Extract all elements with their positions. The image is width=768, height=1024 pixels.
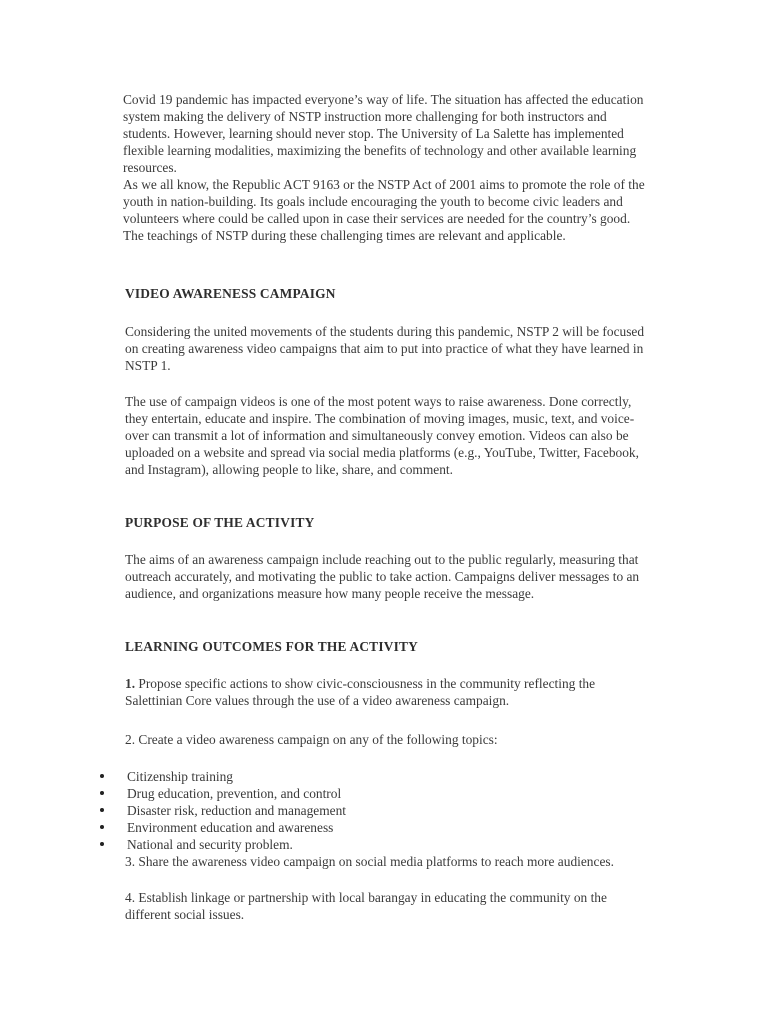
outcome-2-text: 2. Create a video awareness campaign on any of the following topics: [125, 732, 498, 747]
bullet-icon [100, 774, 104, 778]
list-item [100, 802, 660, 819]
video-campaign-text-2: The use of campaign videos is one of the most potent ways to raise awareness. Done correctly, they entertain, educate and inspire. The combination of moving images, music, text, and voice-over can transmit a lot of information and simultaneously convey emotion. Videos can also be uploaded on a website and spread via social media platforms (e.g., YouTube, Twitter, Facebook, and Instagram), allowing people to like, share, and comment. [125, 394, 639, 477]
video-campaign-text-1: Considering the united movements of the students during this pandemic, NSTP 2 will be focused on creating awareness video campaigns that aim to put into practice of what they have learned in NSTP 1. [125, 324, 645, 373]
intro-paragraph-1: Covid 19 pandemic has impacted everyone’s way of life. The situation has affected the education system making the delivery of NSTP instruction more challenging for both instructors and students. However, learning should never stop. The University of La Salette has implemented flexible learning modalities, maximizing the benefits of technology and other available learning resources. [123, 92, 644, 175]
outcome-1-body: Propose specific actions to show civic-consciousness in the community reflecting the Salettinian Core values through the use of a video awareness campaign. [125, 676, 596, 708]
list-item [100, 785, 660, 802]
purpose-text: The aims of an awareness campaign include reaching out to the public regularly, measuring that outreach accurately, and motivating the public to take action. Campaigns deliver messages to an audience, and organizations measure how many people receive the message. [125, 552, 640, 601]
outcome-1-text [125, 675, 655, 709]
purpose-paragraph [125, 551, 655, 602]
outcome-item-2 [125, 731, 655, 748]
list-item [100, 768, 660, 785]
outcome-item-4 [125, 889, 655, 923]
bullet-icon [100, 842, 104, 846]
purpose-heading: PURPOSE OF THE ACTIVITY [125, 515, 315, 530]
topic-label: Environment education and awareness [127, 820, 334, 835]
video-campaign-heading: VIDEO AWARENESS CAMPAIGN [125, 286, 336, 301]
topic-label: Citizenship training [127, 769, 233, 784]
topic-label: National and security problem. [127, 837, 293, 852]
topic-label: Drug education, prevention, and control [127, 786, 342, 801]
bullet-icon [100, 791, 104, 795]
intro-section [123, 91, 653, 244]
outcome-1-number: 1. [125, 676, 136, 691]
outcome-item-3 [125, 853, 655, 870]
bullet-icon [100, 825, 104, 829]
outcome-3-text: 3. Share the awareness video campaign on social media platforms to reach more audiences. [125, 854, 614, 869]
intro-paragraph-2: As we all know, the Republic ACT 9163 or the NSTP Act of 2001 aims to promote the role of the youth in nation-building. Its goals include encouraging the youth to become civic leaders and volunteers where could be called upon in case their services are needed for the country’s good. The teachings of NSTP during these challenging times are relevant and applicable. [123, 177, 645, 243]
video-campaign-paragraph-1 [125, 323, 655, 374]
bullet-icon [100, 808, 104, 812]
list-item [100, 819, 660, 836]
outcomes-heading: LEARNING OUTCOMES FOR THE ACTIVITY [125, 639, 419, 654]
topics-list [100, 768, 660, 853]
video-campaign-paragraph-2 [125, 393, 655, 478]
outcome-4-text: 4. Establish linkage or partnership with local barangay in educating the community on the different social issues. [125, 890, 607, 922]
list-item [100, 836, 660, 853]
topic-label: Disaster risk, reduction and management [127, 803, 347, 818]
outcome-item-1 [125, 675, 655, 709]
